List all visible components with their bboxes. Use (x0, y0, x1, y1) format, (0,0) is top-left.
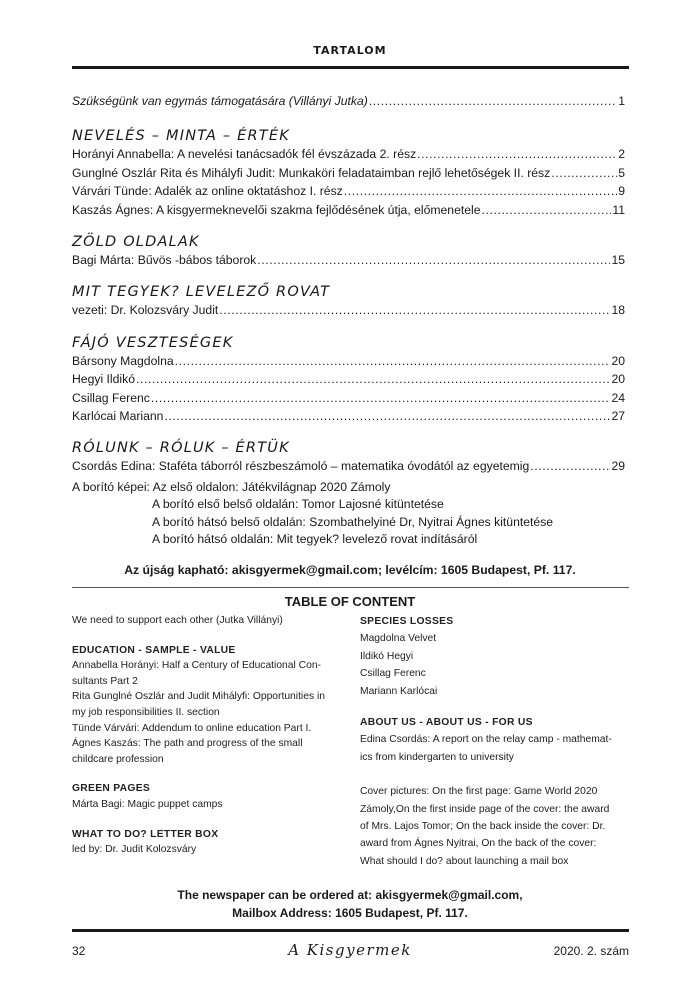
toc-section-title: GREEN PAGES (72, 783, 151, 795)
toc-page-number: 18 (611, 303, 625, 318)
toc-page-number: 1 (618, 94, 625, 108)
cover-line: What should I do? about launching a mail box (360, 855, 569, 867)
toc-entry (72, 145, 625, 163)
dot-leader (219, 301, 610, 319)
cover-line: award from Ágnes Nyitrai, On the back of the cover: (360, 838, 597, 850)
cover-line: A borító első belső oldalán: Tomor Lajosné kitüntetése (152, 497, 444, 512)
toc-page-number: 20 (611, 353, 625, 368)
cover-pictures (72, 479, 632, 548)
toc-page-number: 11 (612, 202, 625, 217)
toc-entry (72, 301, 625, 319)
availability-note: Az újság kapható: akisgyermek@gmail.com; levélcím: 1605 Budapest, Pf. 117. (124, 563, 576, 577)
dot-leader (344, 182, 617, 200)
toc-entry-text: Márta Bagi: Magic puppet camps (72, 798, 223, 810)
toc-entry-text: Csillag Ferenc (360, 668, 426, 680)
page-number: 32 (72, 944, 86, 958)
toc-entry-text: sultants Part 2 (72, 675, 138, 687)
dot-leader (482, 201, 612, 219)
toc-entry-text: led by: Dr. Judit Kolozsváry (72, 844, 197, 856)
toc-section-title: ABOUT US - ABOUT US - FOR US (360, 717, 533, 729)
toc-entry (72, 182, 625, 200)
divider-rule (72, 587, 629, 588)
english-toc-right-column (360, 613, 632, 870)
page-header-title: TARTALOM (313, 44, 387, 57)
english-toc-title: TABLE OF CONTENT (284, 594, 416, 609)
toc-entry-text: Bársony Magdolna (72, 353, 174, 368)
toc-entry-text: Tünde Várvári: Addendum to online education Part I. (72, 722, 312, 734)
toc-section-title: NEVELÉS – MINTA – ÉRTÉK (72, 128, 290, 145)
cover-line: Zámoly,On the first inside page of the cover: the award (360, 803, 610, 815)
toc-section-title: FÁJÓ VESZTESÉGEK (72, 334, 234, 351)
toc-section-title: WHAT TO DO? LETTER BOX (72, 828, 219, 840)
toc-entry-text: Karlócai Mariann (72, 409, 164, 424)
toc-entry-text: Rita Gunglné Oszlár and Judit Mihályfi: Opportunities in (72, 691, 325, 703)
toc-page-number: 27 (611, 409, 625, 424)
toc-page-number: 24 (611, 390, 625, 405)
toc-entry-text: Szükségünk van egymás támogatására (Villányi Jutka) (72, 94, 368, 108)
toc-entry-text: We need to support each other (Jutka Villányi) (72, 615, 283, 626)
magazine-title: A Kisgyermek (288, 941, 412, 959)
toc-entry-text: childcare profession (72, 753, 164, 765)
toc-entry (72, 389, 625, 407)
english-toc-left-column (72, 613, 347, 858)
order-email-line: The newspaper can be ordered at: akisgyermek@gmail.com, (177, 888, 523, 902)
dot-leader (530, 457, 610, 475)
toc-section-title: MIT TEGYEK? LEVELEZŐ ROVAT (72, 284, 331, 301)
toc-entry-text: Horányi Annabella: A nevelési tanácsadók fél évszázada 2. rész (72, 147, 417, 162)
cover-line: A borító hátsó oldalán: Mit tegyek? levelező rovat indításáról (152, 531, 478, 546)
toc-entry-text: Mariann Karlócai (360, 685, 438, 697)
toc-hungarian (72, 92, 625, 476)
toc-entry (72, 407, 625, 425)
english-order-note (0, 886, 700, 922)
dot-leader (417, 145, 617, 163)
toc-section-title: RÓLUNK – RÓLUK – ÉRTÜK (72, 440, 290, 457)
toc-entry (72, 251, 625, 269)
toc-entry-intro (72, 92, 625, 110)
toc-page-number: 2 (618, 147, 625, 162)
toc-entry-text: Magdolna Velvet (360, 633, 437, 645)
footer-rule (72, 929, 629, 932)
toc-entry-text: Gunglné Oszlár Rita és Mihályfi Judit: Munkaköri feladataimban rejlő lehetőségek II. rész (72, 165, 551, 180)
toc-entry-text: Ildikó Hegyi (360, 650, 414, 662)
order-address-line: Mailbox Address: 1605 Budapest, Pf. 117. (232, 906, 468, 920)
dot-leader (257, 251, 610, 269)
toc-entry (72, 457, 625, 475)
toc-entry (72, 370, 625, 388)
toc-entry-text: Hegyi Ildikó (72, 372, 135, 387)
toc-entry-text: Várvári Tünde: Adalék az online oktatáshoz I. rész (72, 184, 343, 199)
toc-page-number: 29 (611, 459, 625, 474)
toc-entry-text: Bagi Márta: Bűvös -bábos táborok (72, 253, 257, 268)
toc-entry-text: ics from kindergarten to university (360, 751, 514, 763)
toc-page-number: 9 (618, 184, 625, 199)
dot-leader (151, 389, 611, 407)
toc-page-number: 15 (611, 253, 625, 268)
toc-page-number: 5 (618, 165, 625, 180)
dot-leader (164, 407, 610, 425)
toc-entry-text: Kaszás Ágnes: A kisgyermeknevelői szakma fejlődésének útja, előmenetele (72, 202, 481, 217)
toc-entry-text: Csillag Ferenc (72, 390, 150, 405)
toc-section-title: SPECIES LOSSES (360, 616, 454, 627)
toc-entry-text: Edina Csordás: A report on the relay camp - mathemat- (360, 734, 612, 746)
toc-entry-text: Csordás Edina: Staféta táborról részbeszámoló – matematika óvodától az egyetemig (72, 459, 530, 474)
toc-page-number: 20 (611, 372, 625, 387)
toc-entry (72, 164, 625, 182)
toc-section-title: ZÖLD OLDALAK (72, 234, 200, 251)
toc-entry (72, 352, 625, 370)
cover-line: A borító képei: Az első oldalon: Játékvilágnap 2020 Zámoly (72, 480, 391, 494)
cover-line: Cover pictures: On the first page: Game World 2020 (360, 786, 598, 798)
dot-leader (175, 352, 611, 370)
toc-entry-text: my job responsibilities II. section (72, 706, 220, 718)
issue-label: 2020. 2. szám (553, 944, 629, 958)
dot-leader (136, 370, 610, 388)
toc-entry-text: Ágnes Kaszás: The path and progress of the small (72, 738, 303, 750)
toc-entry-text: vezeti: Dr. Kolozsváry Judit (72, 303, 219, 318)
dot-leader (551, 164, 617, 182)
toc-entry (72, 201, 625, 219)
cover-line: A borító hátsó belső oldalán: Szombathelyiné Dr, Nyitrai Ágnes kitüntetése (152, 514, 554, 529)
header-rule (72, 66, 629, 69)
dot-leader (369, 92, 617, 110)
toc-entry-text: Annabella Horányi: Half a Century of Educational Con- (72, 660, 321, 672)
toc-section-title: EDUCATION - SAMPLE - VALUE (72, 644, 236, 656)
cover-line: of Mrs. Lajos Tomor; On the back inside the cover: Dr. (360, 821, 606, 833)
